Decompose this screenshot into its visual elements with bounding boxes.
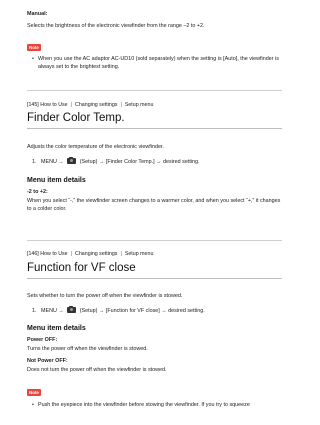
note-text: Push the eyepiece into the viewfinder before stowing the viewfinder. If you try to squeeze: [38, 402, 250, 408]
item-description: When you select “-,” the viewfinder screen changes to a warmer color, and when you select “+,” it changes to a colder color.: [27, 198, 281, 212]
note-text: When you use the AC adaptor AC-UD10 (sold separately) when the setting is [Auto], the viewfinder is always set to the brightest setting.: [38, 56, 279, 70]
item-label: Not Power OFF:: [27, 358, 68, 364]
note-badge: Note: [27, 389, 41, 396]
title-underline: [27, 278, 282, 279]
menu-details-heading: Menu item details: [27, 325, 86, 332]
bullet-icon: •: [32, 402, 34, 408]
manual-description: Selects the brightness of the electronic viewfinder from the range –2 to +2.: [27, 23, 205, 29]
bullet-icon: •: [32, 56, 34, 62]
breadcrumb-item[interactable]: Changing settings: [75, 102, 118, 108]
step-prefix: MENU →: [41, 308, 64, 314]
manual-heading: Manual:: [27, 11, 48, 17]
breadcrumb-item[interactable]: Setup menu: [124, 102, 154, 108]
step-number: 1.: [32, 308, 37, 314]
intro-text: Adjusts the color temperature of the electronic viewfinder.: [27, 144, 164, 150]
procedure-step: [32, 158, 200, 167]
item-description: Does not turn the power off when the viewfinder is stowed.: [27, 367, 167, 373]
section-divider: [27, 240, 282, 241]
step-prefix: MENU →: [41, 159, 64, 165]
setup-icon: [67, 158, 76, 164]
menu-details-heading: Menu item details: [27, 177, 86, 184]
page-title: Finder Color Temp.: [27, 112, 125, 124]
breadcrumb: [145] How to Use | Changing settings | Setup menu: [27, 102, 154, 108]
breadcrumb-item[interactable]: Changing settings: [75, 251, 118, 257]
step-suffix: (Setup) → [Finder Color Temp.] → desired setting.: [79, 159, 200, 165]
breadcrumb: [146] How to Use | Changing settings | Setup menu: [27, 251, 154, 257]
procedure-step: [32, 307, 205, 316]
item-description: Turns the power off when the viewfinder is stowed.: [27, 346, 148, 352]
intro-text: Sets whether to turn the power off when the viewfinder is stowed.: [27, 293, 183, 299]
breadcrumb-item[interactable]: Setup menu: [124, 251, 154, 257]
step-number: 1.: [32, 159, 37, 165]
item-label: Power OFF:: [27, 337, 58, 343]
setup-icon: [67, 307, 76, 313]
title-underline: [27, 128, 282, 129]
section-divider: [27, 90, 282, 91]
page-title: Function for VF close: [27, 262, 136, 274]
note-badge: Note: [27, 44, 41, 51]
step-suffix: (Setup) → [Function for VF close] → desired setting.: [79, 308, 205, 314]
item-label: -2 to +2:: [27, 189, 48, 195]
breadcrumb-item[interactable]: [146] How to Use: [27, 251, 68, 257]
breadcrumb-item[interactable]: [145] How to Use: [27, 102, 68, 108]
